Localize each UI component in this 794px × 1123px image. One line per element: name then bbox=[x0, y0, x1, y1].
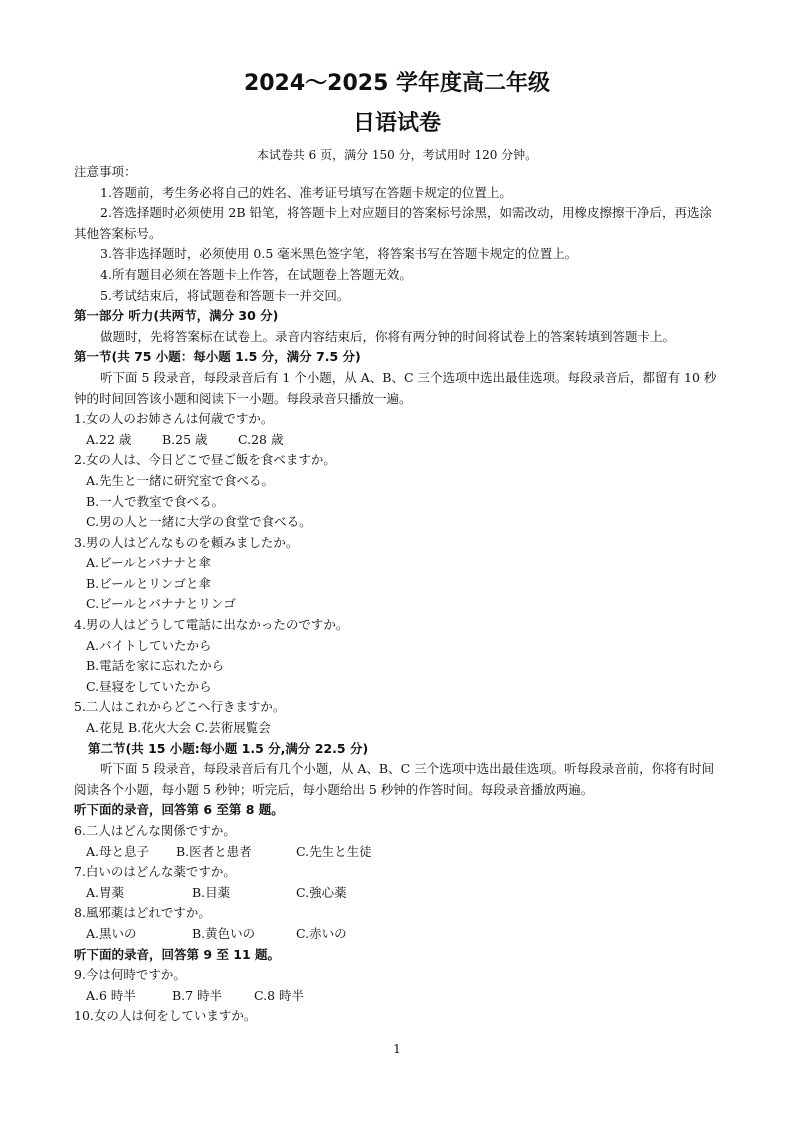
option: A.ビールとバナナと傘 bbox=[86, 555, 211, 571]
option: C.8 時半 bbox=[254, 987, 305, 1003]
option: A.バイトしていたから bbox=[86, 637, 212, 653]
exam-body bbox=[74, 162, 724, 1027]
option: B.7 時半 bbox=[172, 987, 223, 1003]
question: 9.今は何時ですか。 bbox=[74, 967, 186, 983]
question: 7.白いのはどんな薬ですか。 bbox=[74, 864, 236, 880]
group-heading: 听下面的录音，回答第 6 至第 8 题。 bbox=[74, 802, 284, 818]
question: 4.男の人はどうして電話に出なかったのですか。 bbox=[74, 617, 349, 633]
notice-item: 4.所有题目必须在答题卡上作答，在试题卷上答题无效。 bbox=[100, 266, 412, 282]
exam-subject: 日语试卷 bbox=[352, 111, 441, 136]
option-row: A.花見 B.花火大会 C.芸術展覧会 bbox=[86, 720, 271, 736]
notice-item: 5.考试结束后，将试题卷和答题卡一并交回。 bbox=[100, 287, 350, 303]
option: B.一人で教室で食べる。 bbox=[86, 493, 225, 509]
part1-instruction: 做题时，先将答案标在试卷上。录音内容结束后，你将有两分钟的时间将试卷上的答案转填到答题卡上。 bbox=[100, 328, 676, 344]
exam-title: 2024～2025 学年度高二年级 bbox=[243, 71, 551, 96]
option: C.昼寝をしていたから bbox=[86, 678, 212, 694]
option: A.胃薬 bbox=[86, 884, 125, 900]
option-row bbox=[74, 883, 724, 904]
option-row bbox=[74, 924, 724, 945]
option: B.医者と患者 bbox=[176, 843, 252, 859]
option: B.ビールとリンゴと傘 bbox=[86, 575, 211, 591]
option: C.先生と生徒 bbox=[296, 843, 372, 859]
question: 2.女の人は、今日どこで昼ご飯を食べますか。 bbox=[74, 452, 336, 468]
option: B.黄色いの bbox=[192, 925, 256, 941]
section2-heading: 第二节(共 15 小题:每小题 1.5 分,满分 22.5 分) bbox=[88, 740, 369, 756]
question: 8.風邪薬はどれですか。 bbox=[74, 905, 211, 921]
part1-heading: 第一部分 听力(共两节，满分 30 分) bbox=[74, 308, 279, 324]
question: 10.女の人は何をしていますか。 bbox=[74, 1008, 257, 1024]
option: B.電話を家に忘れたから bbox=[86, 658, 225, 674]
option-row bbox=[74, 430, 724, 451]
option: C.28 歳 bbox=[238, 431, 284, 447]
question: 6.二人はどんな関係ですか。 bbox=[74, 823, 236, 838]
option: C.強心薬 bbox=[296, 884, 347, 900]
option: C.男の人と一緒に大学の食堂で食べる。 bbox=[86, 514, 312, 530]
section1-heading: 第一节(共 75 小题：每小题 1.5 分，满分 7.5 分) bbox=[74, 349, 361, 365]
question: 3.男の人はどんなものを頼みましたか。 bbox=[74, 534, 299, 550]
section2-instruction: 听下面 5 段录音，每段录音后有几个小题，从 A、B、C 三个选项中选出最佳选项。听每段录音前，你将有时间阅读各个小题，每小题 5 秒钟；听完后，每小题给出 5 秒钟的作答时间。每段录音播放两遍。 bbox=[74, 761, 715, 797]
option: A.6 時半 bbox=[86, 987, 136, 1003]
notice-item: 3.答非选择题时，必须使用 0.5 毫米黑色签字笔，将答案书写在答题卡规定的位置上。 bbox=[100, 246, 578, 262]
group-heading: 听下面的录音，回答第 9 至 11 题。 bbox=[74, 946, 281, 962]
notice-item: 1.答题前，考生务必将自己的姓名、准考证号填写在答题卡规定的位置上。 bbox=[100, 184, 512, 200]
option: A.黒いの bbox=[86, 925, 137, 941]
option-row bbox=[74, 842, 724, 863]
option: B.25 歳 bbox=[162, 431, 208, 447]
notice-item: 2.答选择题时必须使用 2B 铅笔，将答题卡上对应题目的答案标号涂黑，如需改动，用橡皮擦擦干净后，再选涂其他答案标号。 bbox=[74, 205, 713, 241]
question: 5.二人はこれからどこへ行きますか。 bbox=[74, 699, 286, 715]
option: C.赤いの bbox=[296, 925, 347, 941]
option-row bbox=[74, 986, 724, 1007]
question: 1.女の人のお姉さんは何歳ですか。 bbox=[74, 411, 274, 427]
page-number: 1 bbox=[393, 1042, 401, 1056]
section1-instruction: 听下面 5 段录音，每段录音后有 1 个小题，从 A、B、C 三个选项中选出最佳选项。每段录音后，都留有 10 秒钟的时间回答该小题和阅读下一小题。每段录音只播放一遍。 bbox=[74, 369, 717, 406]
option: B.目薬 bbox=[192, 884, 231, 900]
option: C.ビールとバナナとリンゴ bbox=[86, 596, 236, 612]
exam-info: 本试卷共 6 页，满分 150 分，考试用时 120 分钟。 bbox=[256, 148, 538, 162]
option: A.母と息子 bbox=[86, 843, 150, 859]
option: A.22 歳 bbox=[86, 431, 132, 447]
option: A.先生と一緒に研究室で食べる。 bbox=[86, 472, 275, 488]
notice-heading: 注意事项： bbox=[74, 164, 137, 179]
